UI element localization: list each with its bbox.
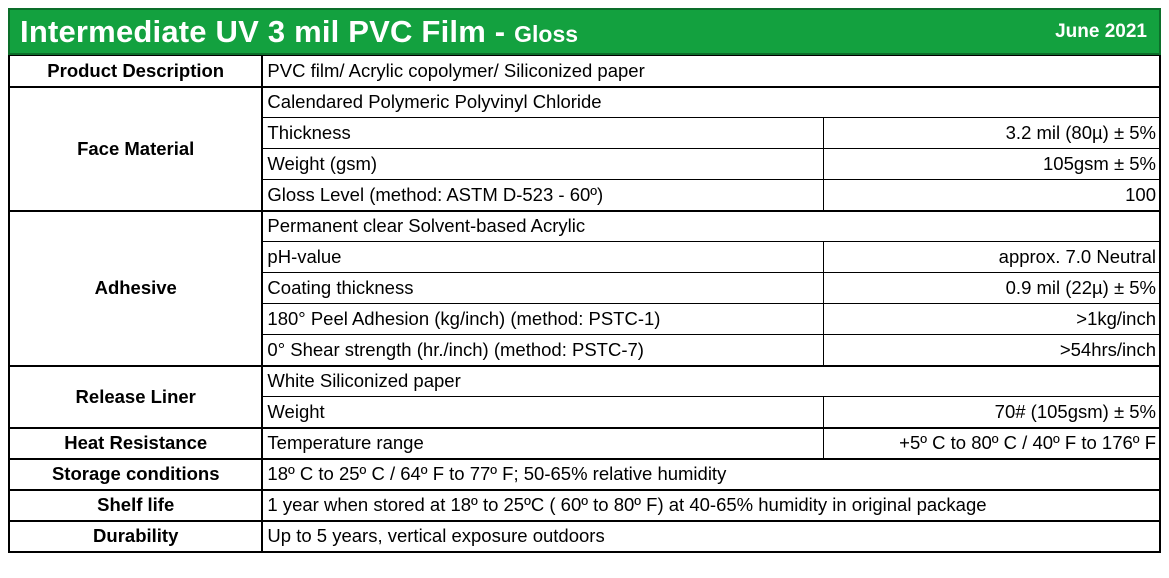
label-product-description: Product Description (9, 56, 262, 87)
adhesive-type: Permanent clear Solvent-based Acrylic (262, 211, 1160, 242)
value-shelf-life: 1 year when stored at 18º to 25ºC ( 60º to 80º F) at 40-65% humidity in original package (262, 490, 1160, 521)
face-gloss-value: 100 (823, 180, 1160, 211)
row-product-description (9, 56, 1160, 87)
title-finish: Gloss (514, 20, 579, 47)
adhesive-ph-value: approx. 7.0 Neutral (823, 242, 1160, 273)
label-storage: Storage conditions (9, 459, 262, 490)
document-date: June 2021 (1055, 20, 1147, 42)
face-thickness-value: 3.2 mil (80µ) ± 5% (823, 118, 1160, 149)
row-storage (9, 459, 1160, 490)
row-heat-resistance (9, 428, 1160, 459)
title-main: Intermediate UV 3 mil PVC Film - (20, 13, 515, 49)
spec-sheet (8, 8, 1161, 553)
value-product-description: PVC film/ Acrylic copolymer/ Siliconized paper (262, 56, 1160, 87)
spec-table (8, 55, 1161, 553)
row-release-liner (9, 366, 1160, 397)
value-durability: Up to 5 years, vertical exposure outdoors (262, 521, 1160, 552)
row-adhesive (9, 211, 1160, 242)
face-gloss-name: Gloss Level (method: ASTM D-523 - 60º) (262, 180, 823, 211)
label-face-material: Face Material (9, 87, 262, 211)
face-thickness-name: Thickness (262, 118, 823, 149)
value-storage: 18º C to 25º C / 64º F to 77º F; 50-65% relative humidity (262, 459, 1160, 490)
heat-resistance-name: Temperature range (262, 428, 823, 459)
release-liner-weight-name: Weight (262, 397, 823, 428)
page-title (20, 14, 578, 50)
row-shelf-life (9, 490, 1160, 521)
adhesive-ph-name: pH-value (262, 242, 823, 273)
face-material-type: Calendared Polymeric Polyvinyl Chloride (262, 87, 1160, 118)
face-weight-name: Weight (gsm) (262, 149, 823, 180)
face-weight-value: 105gsm ± 5% (823, 149, 1160, 180)
adhesive-peel-name: 180° Peel Adhesion (kg/inch) (method: PSTC-1) (262, 304, 823, 335)
adhesive-peel-value: >1kg/inch (823, 304, 1160, 335)
adhesive-shear-name: 0° Shear strength (hr./inch) (method: PSTC-7) (262, 335, 823, 366)
title-bar (8, 8, 1161, 55)
heat-resistance-value: +5º C to 80º C / 40º F to 176º F (823, 428, 1160, 459)
adhesive-coating-value: 0.9 mil (22µ) ± 5% (823, 273, 1160, 304)
release-liner-weight-value: 70# (105gsm) ± 5% (823, 397, 1160, 428)
label-heat-resistance: Heat Resistance (9, 428, 262, 459)
label-adhesive: Adhesive (9, 211, 262, 366)
adhesive-coating-name: Coating thickness (262, 273, 823, 304)
label-shelf-life: Shelf life (9, 490, 262, 521)
release-liner-type: White Siliconized paper (262, 366, 1160, 397)
adhesive-shear-value: >54hrs/inch (823, 335, 1160, 366)
label-durability: Durability (9, 521, 262, 552)
row-durability (9, 521, 1160, 552)
label-release-liner: Release Liner (9, 366, 262, 428)
row-face-material (9, 87, 1160, 118)
